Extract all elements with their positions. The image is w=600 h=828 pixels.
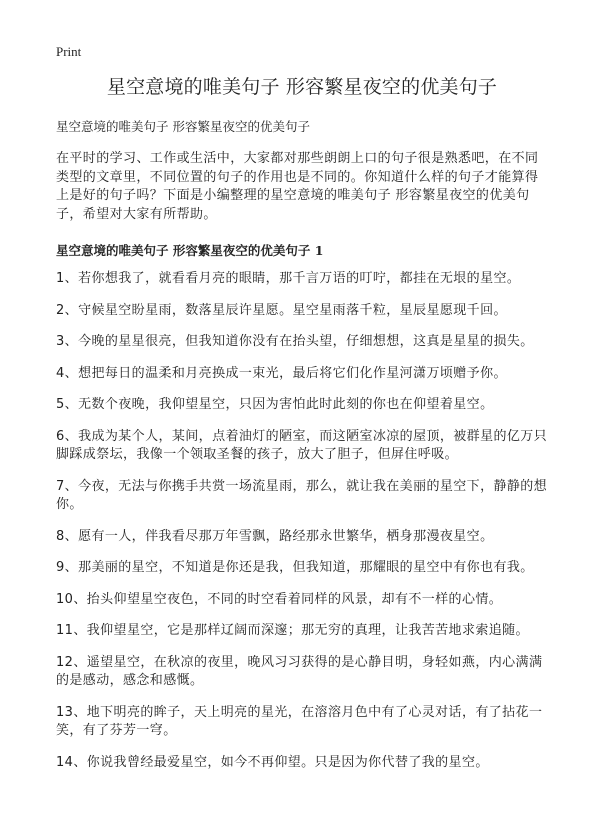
sentence-list: [56, 270, 548, 772]
list-item: 7、今夜，无法与你携手共赏一场流星雨，那么，就让我在美丽的星空下，静静的想你。: [56, 478, 548, 512]
list-item: 9、那美丽的星空，不知道是你还是我，但我知道，那耀眼的星空中有你也有我。: [56, 560, 534, 575]
list-item: 14、你说我曾经最爱星空，如今不再仰望。只是因为你代替了我的星空。: [56, 754, 489, 770]
list-item: 2、守候星空盼星雨，数落星辰许星愿。星空星雨落千粒，星辰星愿现千回。: [56, 302, 507, 318]
list-item: 6、我成为某个人，某间，点着油灯的陋室，而这陋室冰凉的屋顶，被群星的亿万只脚踩成祭坛，我像一个领取圣餐的孩子，放大了胆子，但屏住呼吸。: [56, 428, 548, 462]
list-item: 5、无数个夜晚，我仰望星空，只因为害怕此时此刻的你也在仰望着星空。: [56, 397, 494, 412]
list-item: 1、若你想我了，就看看月亮的眼睛，那千言万语的叮咛，都挂在无垠的星空。: [56, 271, 521, 286]
list-item: 10、抬头仰望星空夜色，不同的时空看着同样的风景，却有不一样的心情。: [56, 591, 503, 607]
section-heading: 星空意境的唯美句子 形容繁星夜空的优美句子 1: [56, 243, 324, 258]
print-link[interactable]: Print: [56, 44, 82, 59]
page-title: 星空意境的唯美句子 形容繁星夜空的优美句子: [106, 76, 498, 98]
list-item: 13、地下明亮的眸子，天上明亮的星光，在溶溶月色中有了心灵对话，有了拈花一笑，有了芬芳一穹。: [56, 704, 543, 738]
list-item: 4、想把每日的温柔和月亮换成一束光，最后将它们化作星河潇万顷赠予你。: [56, 365, 507, 381]
list-item: 8、愿有一人，伴我看尽那万年雪飘，路经那永世繁华，栖身那漫夜星空。: [56, 528, 494, 544]
list-item: 12、遥望星空，在秋凉的夜里，晚风习习获得的是心静目明，身轻如燕，内心满满的是感动，感念和感慨。: [56, 654, 543, 688]
intro-paragraph: 在平时的学习、工作或生活中，大家都对那些朗朗上口的句子很是熟悉吧，在不同类型的文章里，不同位置的句子的作用也是不同的。你知道什么样的句子才能算得上是好的句子吗？下面是小编整理的星空意境的唯美句子 形容繁星夜空的优美句子，希望对大家有所帮助。: [56, 151, 539, 222]
list-item: 3、今晚的星星很亮，但我知道你没有在抬头望，仔细想想，这真是星星的损失。: [56, 334, 534, 349]
article-subtitle: 星空意境的唯美句子 形容繁星夜空的优美句子: [56, 119, 310, 134]
list-item: 11、我仰望星空，它是那样辽阔而深邃；那无穷的真理，让我苦苦地求索追随。: [56, 623, 529, 638]
